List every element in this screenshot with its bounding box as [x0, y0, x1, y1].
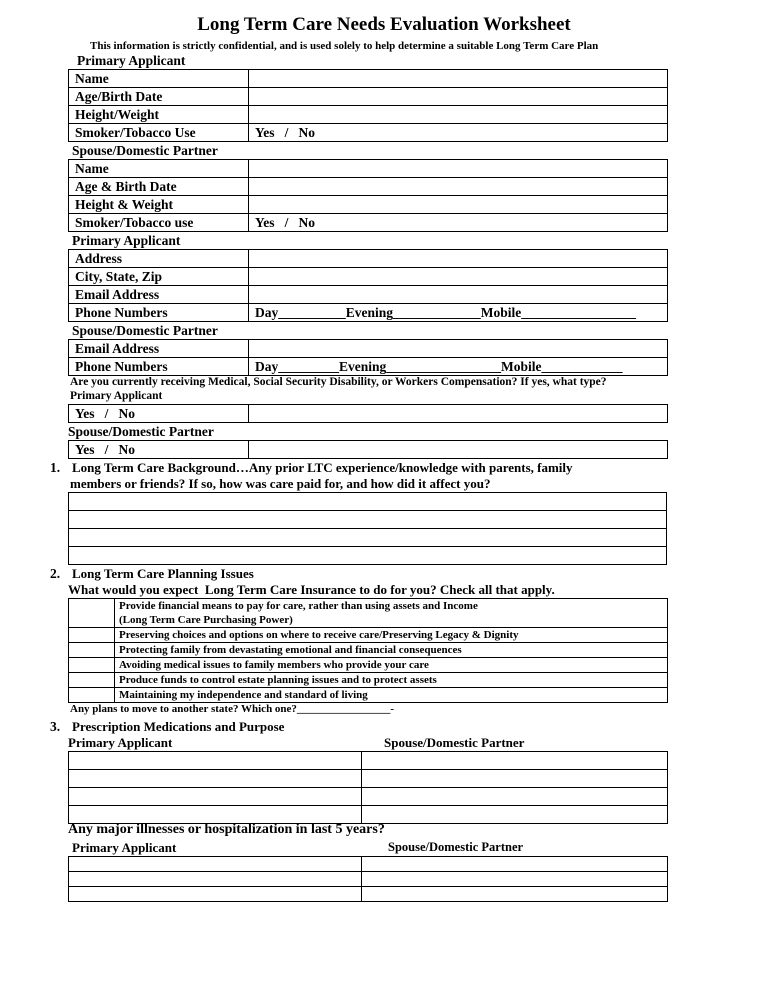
table-row — [69, 70, 668, 88]
table-row — [69, 857, 668, 872]
spouse-table — [68, 159, 668, 232]
phone-numbers-input[interactable] — [249, 304, 668, 322]
evening-label: Evening — [339, 359, 387, 374]
checkbox-cell[interactable] — [69, 658, 115, 673]
benefits-primary-type-input[interactable] — [249, 405, 668, 423]
table-row — [69, 196, 668, 214]
table-row — [69, 628, 668, 643]
question-1-number: 1. — [50, 460, 61, 475]
field-label: Email Address — [69, 340, 249, 358]
question-2-number: 2. — [50, 566, 61, 581]
field-label: Smoker/Tobacco Use — [69, 124, 249, 142]
address-heading: Primary Applicant — [72, 233, 181, 248]
day-line: __________ — [278, 305, 346, 320]
table-row — [69, 214, 668, 232]
table-row — [69, 788, 668, 806]
field-label: Age/Birth Date — [69, 88, 249, 106]
checkbox-cell[interactable] — [69, 628, 115, 643]
table-row — [69, 673, 668, 688]
spouse-contact-table — [68, 339, 668, 376]
checkbox-cell[interactable] — [69, 599, 115, 628]
spouse-medication-input[interactable] — [362, 806, 668, 824]
option-label: Avoiding medical issues to family members who provide your care — [115, 658, 668, 673]
benefits-spouse-heading: Spouse/Domestic Partner — [68, 424, 214, 439]
medications-table — [68, 751, 668, 824]
table-row — [69, 658, 668, 673]
question-3-title: Prescription Medications and Purpose — [72, 719, 285, 734]
field-label: Smoker/Tobacco use — [69, 214, 249, 232]
field-label: Height/Weight — [69, 106, 249, 124]
table-row — [69, 178, 668, 196]
table-row — [69, 770, 668, 788]
option-label: (Long Term Care Purchasing Power) — [115, 613, 668, 628]
primary-illness-input[interactable] — [69, 887, 362, 902]
table-row — [69, 511, 667, 529]
spouse-medication-input[interactable] — [362, 752, 668, 770]
spouse-phone-numbers-input[interactable] — [249, 358, 668, 376]
mobile-line: ____________ — [541, 359, 623, 374]
question-1-answer-table — [68, 492, 667, 565]
table-row — [69, 358, 668, 376]
table-row — [69, 124, 668, 142]
birth-date-input[interactable] — [249, 88, 668, 106]
question-1-line-2: members or friends? If so, how was care paid for, and how did it affect you? — [70, 476, 491, 491]
email-input[interactable] — [249, 286, 668, 304]
field-label: Address — [69, 250, 249, 268]
name-input[interactable] — [249, 70, 668, 88]
field-label: Phone Numbers — [69, 304, 249, 322]
table-row — [69, 304, 668, 322]
page-title: Long Term Care Needs Evaluation Worksheet — [197, 14, 571, 35]
answer-line[interactable] — [69, 529, 667, 547]
evening-label: Evening — [345, 305, 394, 320]
field-label: Name — [69, 160, 249, 178]
height-weight-input[interactable] — [249, 106, 668, 124]
primary-illness-input[interactable] — [69, 857, 362, 872]
benefits-spouse-type-input[interactable] — [249, 441, 668, 459]
table-row — [69, 405, 668, 423]
spouse-email-input[interactable] — [249, 340, 668, 358]
table-row — [69, 688, 668, 703]
field-label: City, State, Zip — [69, 268, 249, 286]
question-3-number: 3. — [50, 719, 61, 734]
question-1-line-1: Long Term Care Background…Any prior LTC experience/knowledge with parents, family — [72, 460, 573, 475]
spouse-name-input[interactable] — [249, 160, 668, 178]
table-row — [69, 286, 668, 304]
field-label: Age & Birth Date — [69, 178, 249, 196]
field-label: Email Address — [69, 286, 249, 304]
day-label: Day — [255, 359, 279, 374]
checkbox-cell[interactable] — [69, 643, 115, 658]
evening-line: _________________ — [386, 359, 502, 374]
option-label: Protecting family from devastating emotional and financial consequences — [115, 643, 668, 658]
table-row — [69, 547, 667, 565]
benefits-primary-table — [68, 404, 668, 423]
table-row — [69, 250, 668, 268]
table-row — [69, 340, 668, 358]
benefits-question: Are you currently receiving Medical, Social Security Disability, or Workers Compensation? If yes, what type? — [70, 376, 607, 388]
option-label: Preserving choices and options on where to receive care/Preserving Legacy & Dignity — [115, 628, 668, 643]
spouse-medication-input[interactable] — [362, 770, 668, 788]
illness-question: Any major illnesses or hospitalization in last 5 years? — [68, 822, 385, 837]
mobile-line: _________________ — [521, 305, 637, 320]
option-label: Maintaining my independence and standard of living — [115, 688, 668, 703]
primary-medication-input[interactable] — [69, 770, 362, 788]
benefits-spouse-yes-no[interactable]: Yes / No — [69, 441, 249, 459]
confidentiality-note: This information is strictly confidential, and is used solely to help determine a suitable Long Term Care Plan — [90, 40, 599, 52]
evening-line: _____________ — [393, 305, 481, 320]
checkbox-cell[interactable] — [69, 688, 115, 703]
table-row — [69, 268, 668, 286]
checkbox-cell[interactable] — [69, 673, 115, 688]
day-label: Day — [255, 305, 279, 320]
spouse-height-weight-input[interactable] — [249, 196, 668, 214]
primary-illness-input[interactable] — [69, 872, 362, 887]
table-row — [69, 529, 667, 547]
field-label: Height & Weight — [69, 196, 249, 214]
illness-primary-heading: Primary Applicant — [72, 840, 177, 855]
table-row — [69, 887, 668, 902]
mobile-label: Mobile — [501, 359, 542, 374]
spouse-heading: Spouse/Domestic Partner — [72, 143, 218, 158]
primary-applicant-heading: Primary Applicant — [77, 53, 186, 68]
spouse-illness-input[interactable] — [362, 857, 668, 872]
spouse-birth-date-input[interactable] — [249, 178, 668, 196]
primary-medication-input[interactable] — [69, 788, 362, 806]
answer-line[interactable] — [69, 493, 667, 511]
table-row — [69, 806, 668, 824]
field-label: Phone Numbers — [69, 358, 249, 376]
smoker-yes-no[interactable]: Yes / No — [249, 124, 668, 142]
table-row — [69, 441, 668, 459]
table-row — [69, 643, 668, 658]
spouse-illness-input[interactable] — [362, 872, 668, 887]
move-question: Any plans to move to another state? Which one?_________________- — [70, 703, 395, 715]
primary-medication-input[interactable] — [69, 752, 362, 770]
illness-spouse-heading: Spouse/Domestic Partner — [388, 840, 524, 854]
table-row — [69, 752, 668, 770]
q3-primary-heading: Primary Applicant — [68, 735, 173, 750]
primary-applicant-table — [68, 69, 668, 142]
table-row — [69, 613, 668, 628]
table-row — [69, 106, 668, 124]
table-row — [69, 493, 667, 511]
answer-line[interactable] — [69, 511, 667, 529]
city-state-zip-input[interactable] — [249, 268, 668, 286]
benefits-primary-heading: Primary Applicant — [70, 390, 163, 402]
spouse-contact-heading: Spouse/Domestic Partner — [72, 323, 218, 338]
table-row — [69, 599, 668, 614]
spouse-smoker-yes-no[interactable]: Yes / No — [249, 214, 668, 232]
spouse-illness-input[interactable] — [362, 887, 668, 902]
address-table — [68, 249, 668, 322]
benefits-spouse-table — [68, 440, 668, 459]
benefits-primary-yes-no[interactable]: Yes / No — [69, 405, 249, 423]
primary-medication-input[interactable] — [69, 806, 362, 824]
day-line: _________ — [278, 359, 339, 374]
answer-line[interactable] — [69, 547, 667, 565]
table-row — [69, 872, 668, 887]
spouse-medication-input[interactable] — [362, 788, 668, 806]
mobile-label: Mobile — [480, 305, 522, 320]
table-row — [69, 88, 668, 106]
illness-table — [68, 856, 668, 902]
q3-spouse-heading: Spouse/Domestic Partner — [384, 735, 525, 750]
table-row — [69, 160, 668, 178]
ltc-goals-checklist — [68, 598, 668, 703]
option-label: Provide financial means to pay for care, rather than using assets and Income — [115, 599, 668, 614]
address-input[interactable] — [249, 250, 668, 268]
question-2-subtitle: What would you expect Long Term Care Insurance to do for you? Check all that apply. — [68, 582, 555, 597]
question-2-title: Long Term Care Planning Issues — [72, 566, 254, 581]
field-label: Name — [69, 70, 249, 88]
option-label: Produce funds to control estate planning issues and to protect assets — [115, 673, 668, 688]
